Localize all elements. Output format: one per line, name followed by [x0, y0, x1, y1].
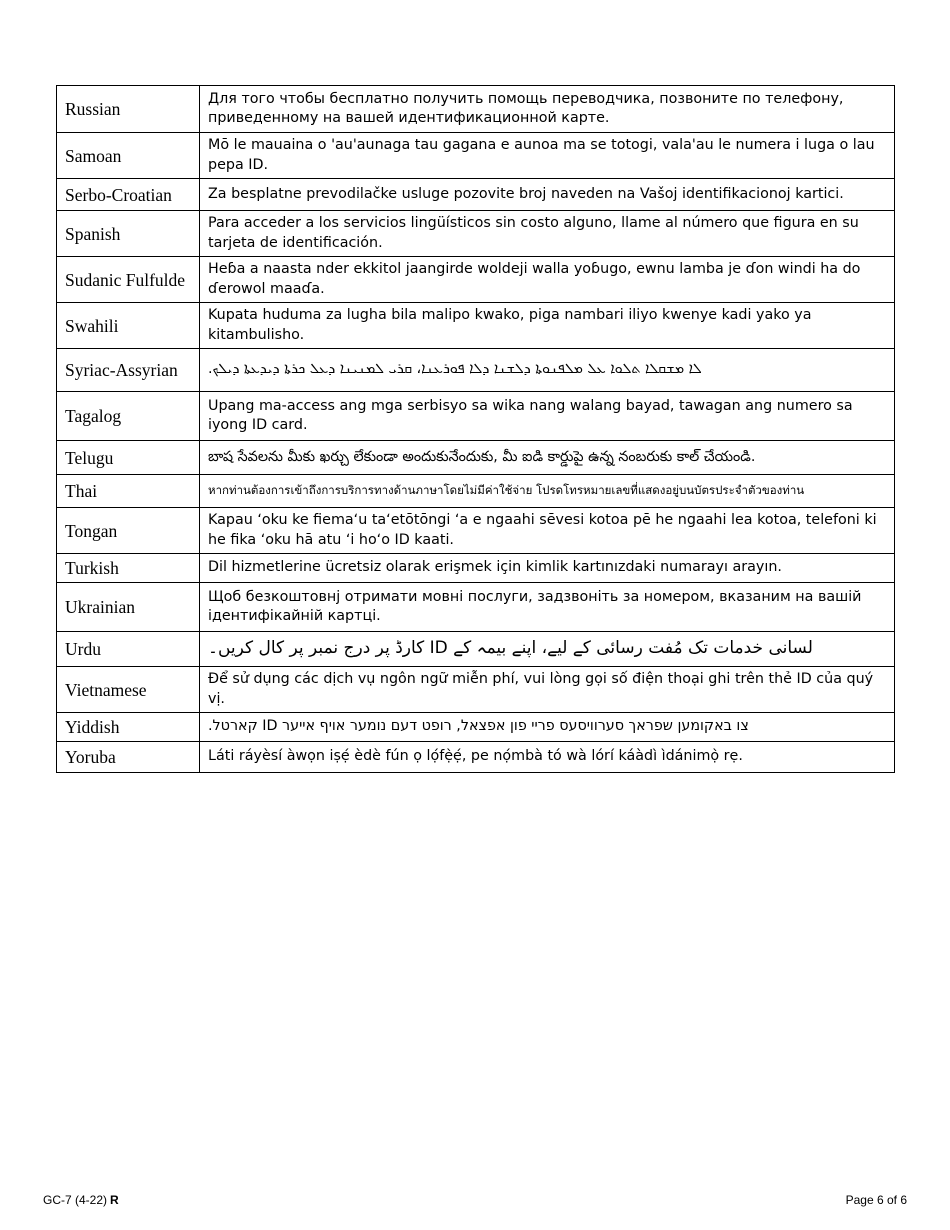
table-row	[57, 713, 895, 742]
language-name: Urdu	[57, 632, 200, 667]
language-name: Vietnamese	[57, 667, 200, 713]
table-row	[57, 179, 895, 211]
table-row	[57, 632, 895, 667]
language-text: Để sử dụng các dịch vụ ngôn ngữ miễn phí, vui lòng gọi số điện thoại ghi trên thẻ ID của quý vị.	[200, 667, 895, 713]
table-row	[57, 554, 895, 583]
language-name: Swahili	[57, 303, 200, 349]
table-row	[57, 475, 895, 508]
table-row	[57, 392, 895, 441]
language-name: Russian	[57, 86, 200, 133]
language-text: Heɓa a naasta nder ekkitol jaangirde woldeji walla yoɓugo, ewnu lamba je ɗon windi ha do ɗerowol maaɗa.	[200, 257, 895, 303]
language-text: צו באקומען שפראך סערוויסעס פריי פון אפצאל, רופט דעם נומער אויף אייער ID קארטל.	[200, 713, 895, 742]
language-text: Para acceder a los servicios lingüísticos sin costo alguno, llame al número que figura en su tarjeta de identificación.	[200, 211, 895, 257]
table-row	[57, 211, 895, 257]
language-name: Serbo-Croatian	[57, 179, 200, 211]
form-id: GC-7 (4-22)	[43, 1193, 108, 1207]
language-text: Dil hizmetlerine ücretsiz olarak erişmek için kimlik kartınızdaki numarayı arayın.	[200, 554, 895, 583]
language-name: Samoan	[57, 133, 200, 179]
page-number: Page 6 of 6	[845, 1193, 907, 1207]
table-row	[57, 86, 895, 133]
language-name: Tongan	[57, 508, 200, 554]
language-name: Turkish	[57, 554, 200, 583]
language-text: ܠܐ ܡܫܩܠܐ ܬܠܘܐ ܥܠ ܡܠܦܢܘܬܐ ܕܠܫܢܐ ܕܠܐ ܦܘܪܥܢܐ، ܩܪܝ ܠܡܢܝܢܐ ܕܥܠ ܟܪܬܐ ܕܝܕܥܬܐ ܕܝܠܟ.	[200, 349, 895, 392]
table-row	[57, 441, 895, 475]
table-row	[57, 508, 895, 554]
language-name: Telugu	[57, 441, 200, 475]
language-name: Syriac-Assyrian	[57, 349, 200, 392]
table-row	[57, 349, 895, 392]
language-text: Щоб безкоштовнj отримати мовні послуги, задзвоніть за номером, вказаним на вашій ідентифікайній картці.	[200, 583, 895, 632]
form-footer-id	[43, 1193, 119, 1207]
language-text: Kupata huduma za lugha bila malipo kwako, piga nambari iliyo kwenye kadi yako ya kitambulisho.	[200, 303, 895, 349]
language-text: لسانی خدمات تک مُفت رسائی کے لیے، اپنے بیمہ کے ID کارڈ پر درج نمبر پر کال کریں۔	[200, 632, 895, 667]
language-name: Tagalog	[57, 392, 200, 441]
language-name: Thai	[57, 475, 200, 508]
table-row	[57, 667, 895, 713]
language-text: Для того чтобы бесплатно получить помощь переводчика, позвоните по телефону, приведенному на вашей идентификационной карте.	[200, 86, 895, 133]
language-text: Kapau ʻoku ke fiemaʻu taʻetōtōngi ʻa e ngaahi sēvesi kotoa pē he ngaahi lea kotoa, telefoni ki he fika ʻoku hā atu ʻi hoʻo ID kaati.	[200, 508, 895, 554]
language-text: หากท่านต้องการเข้าถึงการบริการทางด้านภาษาโดยไม่มีค่าใช้จ่าย โปรดโทรหมายเลขที่แสดงอยู่บนบัตรประจำตัวของท่าน	[200, 475, 895, 508]
language-name: Sudanic Fulfulde	[57, 257, 200, 303]
language-text: Láti ráyèsí àwọn iṣẹ́ èdè fún ọ lọ́fẹ̀ẹ́, pe nọ́mbà tó wà lórí káàdì ìdánimọ̀ rẹ.	[200, 742, 895, 773]
table-row	[57, 583, 895, 632]
language-text: బాష సేవలను మీకు ఖర్చు లేకుండా అందుకునేందుకు, మీ ఐడి కార్డుపై ఉన్న నంబరుకు కాల్ చేయండి.	[200, 441, 895, 475]
language-name: Yiddish	[57, 713, 200, 742]
language-name: Spanish	[57, 211, 200, 257]
table-row	[57, 742, 895, 773]
table-row	[57, 257, 895, 303]
language-text: Upang ma-access ang mga serbisyo sa wika nang walang bayad, tawagan ang numero sa iyong ID card.	[200, 392, 895, 441]
language-text: Za besplatne prevodilačke usluge pozovite broj naveden na Vašoj identifikacionoj kartici.	[200, 179, 895, 211]
language-text: Mō le mauaina o 'au'aunaga tau gagana e aunoa ma se totogi, vala'au le numera i luga o lau pepa ID.	[200, 133, 895, 179]
language-assistance-table	[56, 85, 895, 773]
table-row	[57, 303, 895, 349]
language-name: Ukrainian	[57, 583, 200, 632]
table-row	[57, 133, 895, 179]
language-name: Yoruba	[57, 742, 200, 773]
revision-mark: R	[110, 1193, 119, 1207]
